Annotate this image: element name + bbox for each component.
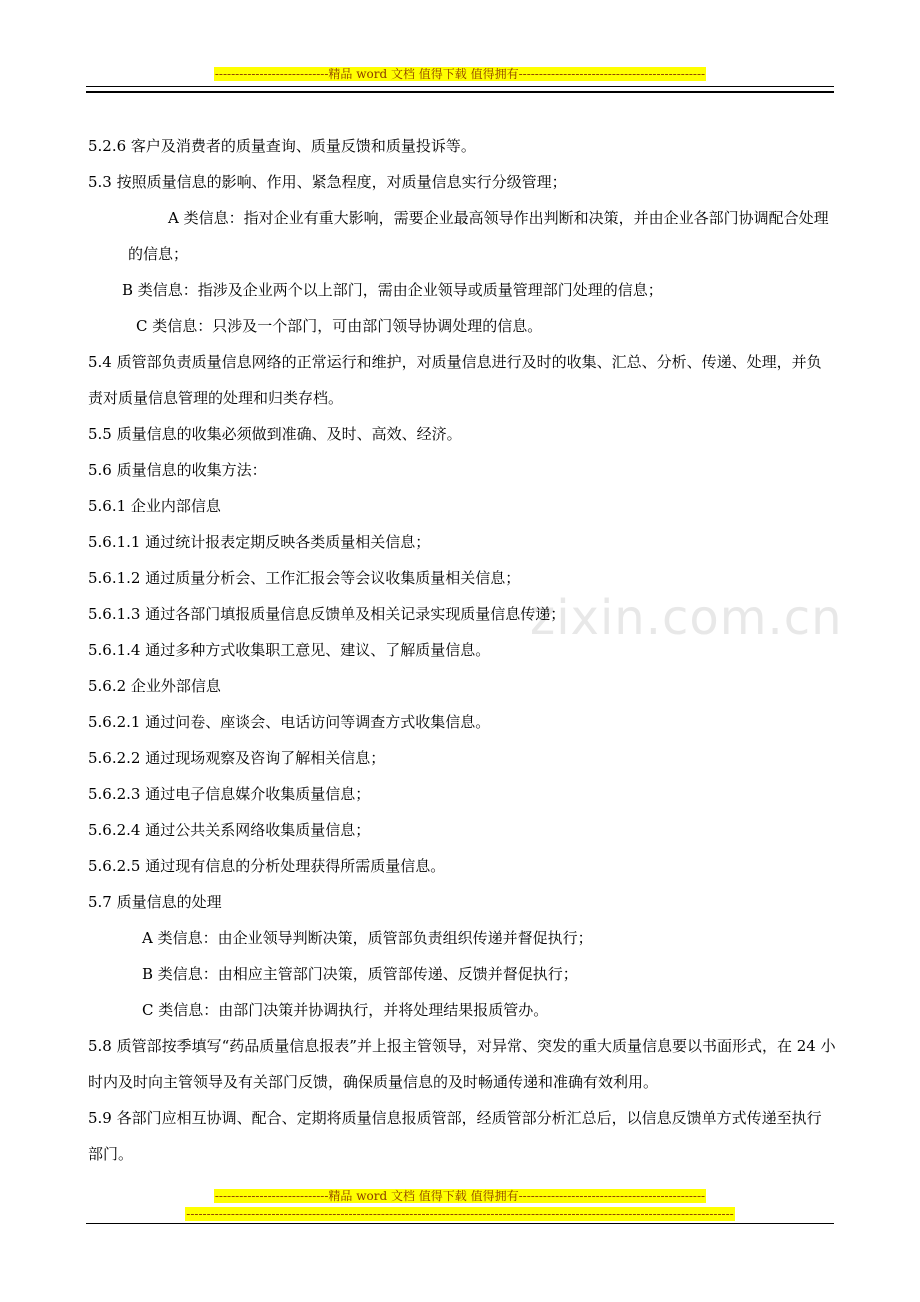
paragraph: 5.6.1.3 通过各部门填报质量信息反馈单及相关记录实现质量信息传递； [88,605,566,623]
paragraph: 5.4 质管部负责质量信息网络的正常运行和维护，对质量信息进行及时的收集、汇总、分析、传递、处理，并负责对质量信息管理的处理和归类存档。 [88,353,822,407]
header-banner [0,66,920,82]
paragraph: 5.6.2 企业外部信息 [88,677,221,695]
document-body [88,128,836,1172]
paragraph: 5.6 质量信息的收集方法： [88,461,267,479]
paragraph: B 类信息：由相应主管部门决策，质管部传递、反馈并督促执行； [142,965,578,983]
paragraph: 5.8 质管部按季填写“药品质量信息报表”并上报主管领导，对异常、突发的重大质量信息要以书面形式，在 24 小时内及时向主管领导及有关部门反馈，确保质量信息的及时畅通传递和准确有效利用。 [88,1037,836,1091]
paragraph: 5.6.1 企业内部信息 [88,497,221,515]
paragraph: 5.6.2.1 通过问卷、座谈会、电话访问等调查方式收集信息。 [88,713,491,731]
paragraph: 5.6.2.5 通过现有信息的分析处理获得所需质量信息。 [88,857,446,875]
footer-rule [86,1223,834,1224]
header-banner-text: ----------------------------精品 word 文档 值得下载 值得拥有---------------------------------------------- [214,67,706,81]
footer-banner-text: ----------------------------精品 word 文档 值得下载 值得拥有---------------------------------------------- [214,1189,706,1203]
footer-dashes [0,1206,920,1222]
paragraph: 5.2.6 客户及消费者的质量查询、质量反馈和质量投诉等。 [88,137,476,155]
header-rule-thin [86,86,834,87]
paragraph: B 类信息：指涉及企业两个以上部门，需由企业领导或质量管理部门处理的信息； [122,281,663,299]
watermark: zixin.com.cn [530,590,843,646]
paragraph: 5.3 按照质量信息的影响、作用、紧急程度，对质量信息实行分级管理； [88,173,567,191]
paragraph: 5.6.1.4 通过多种方式收集职工意见、建议、了解质量信息。 [88,641,491,659]
paragraph: 5.7 质量信息的处理 [88,893,222,911]
paragraph: 5.6.2.2 通过现场观察及咨询了解相关信息； [88,749,386,767]
paragraph: 5.6.2.3 通过电子信息媒介收集质量信息； [88,785,371,803]
paragraph: 5.6.1.2 通过质量分析会、工作汇报会等会议收集质量相关信息； [88,569,521,587]
paragraph: A 类信息：指对企业有重大影响，需要企业最高领导作出判断和决策，并由企业各部门协调配合处理的信息； [128,209,829,263]
paragraph: C 类信息：只涉及一个部门，可由部门领导协调处理的信息。 [136,317,543,335]
paragraph: C 类信息：由部门决策并协调执行，并将处理结果报质管办。 [142,1001,549,1019]
paragraph: 5.5 质量信息的收集必须做到准确、及时、高效、经济。 [88,425,462,443]
paragraph: 5.6.1.1 通过统计报表定期反映各类质量相关信息； [88,533,431,551]
footer-dashes-text: --------------------------------------------------------------------------------------------------------------------------------------- [186,1207,734,1221]
footer-banner [0,1188,920,1204]
paragraph: 5.6.2.4 通过公共关系网络收集质量信息； [88,821,371,839]
paragraph: 5.9 各部门应相互协调、配合、定期将质量信息报质管部，经质管部分析汇总后，以信息反馈单方式传递至执行部门。 [88,1109,822,1163]
header-rule-thick [86,91,834,93]
paragraph: A 类信息：由企业领导判断决策，质管部负责组织传递并督促执行； [142,929,593,947]
